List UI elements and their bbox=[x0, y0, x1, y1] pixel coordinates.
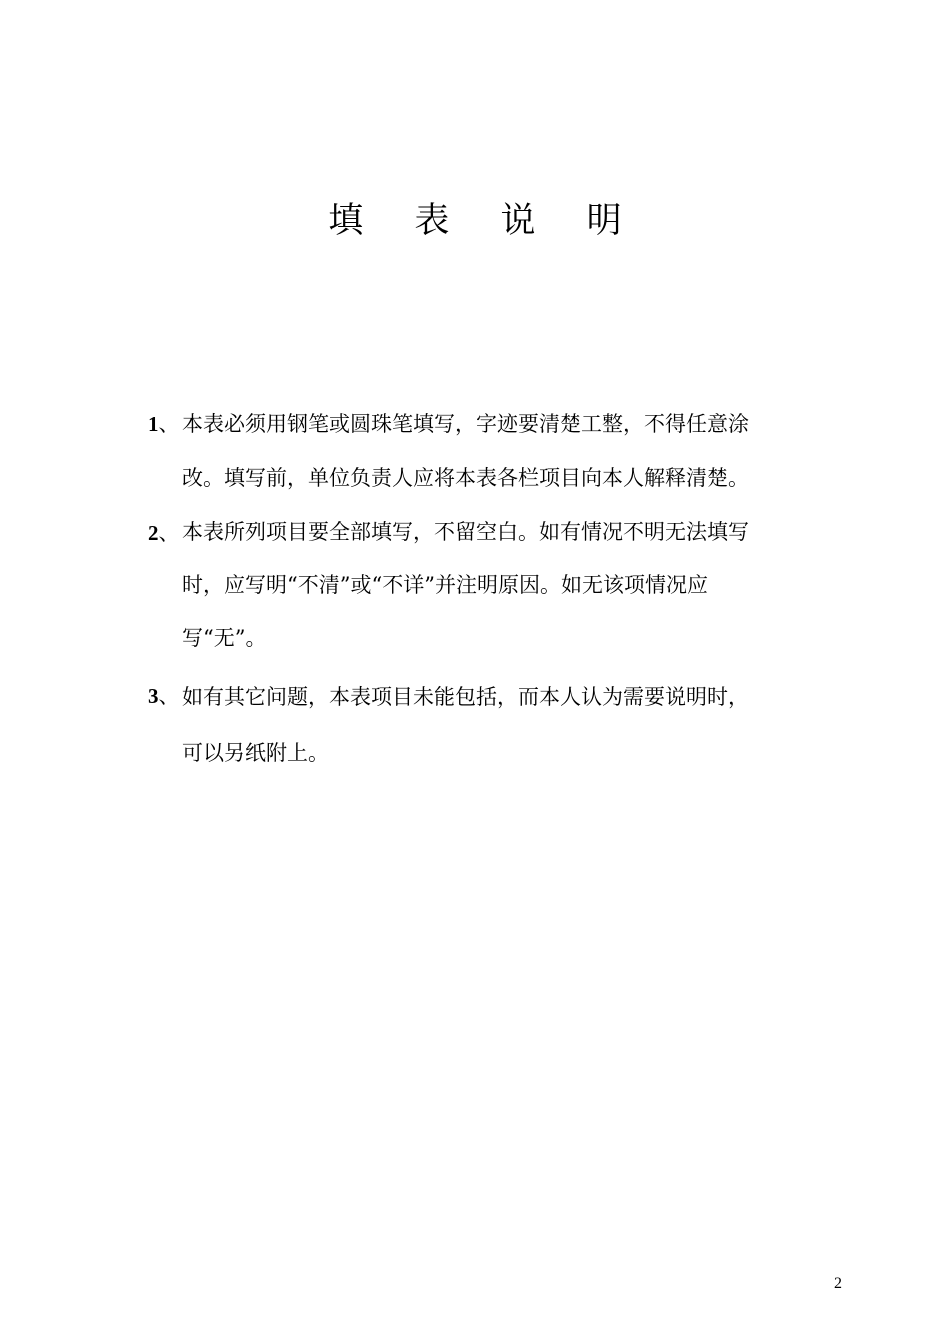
instruction-item-2 bbox=[148, 506, 808, 665]
item-number: 2、 bbox=[148, 521, 180, 545]
instructions-list bbox=[148, 397, 808, 781]
item-text: 如有其它问题，本表项目未能包括，而本人认为需要说明时， 可以另纸附上。 bbox=[182, 685, 749, 765]
item-number: 1、 bbox=[148, 412, 180, 436]
page-title: 填 表 说 明 bbox=[328, 201, 642, 241]
item-text: 本表必须用钢笔或圆珠笔填写，字迹要清楚工整，不得任意涂 改。填写前，单位负责人应将本表各栏项目向本人解释清楚。 bbox=[182, 412, 749, 490]
instruction-item-3 bbox=[148, 669, 808, 781]
page-number: 2 bbox=[834, 1275, 842, 1292]
item-text: 本表所列项目要全部填写，不留空白。如有情况不明无法填写 时，应写明“不清”或“不详”并注明原因。如无该项情况应 写“无”。 bbox=[182, 520, 749, 650]
item-number: 3、 bbox=[148, 684, 180, 708]
instruction-item-1 bbox=[148, 397, 808, 505]
